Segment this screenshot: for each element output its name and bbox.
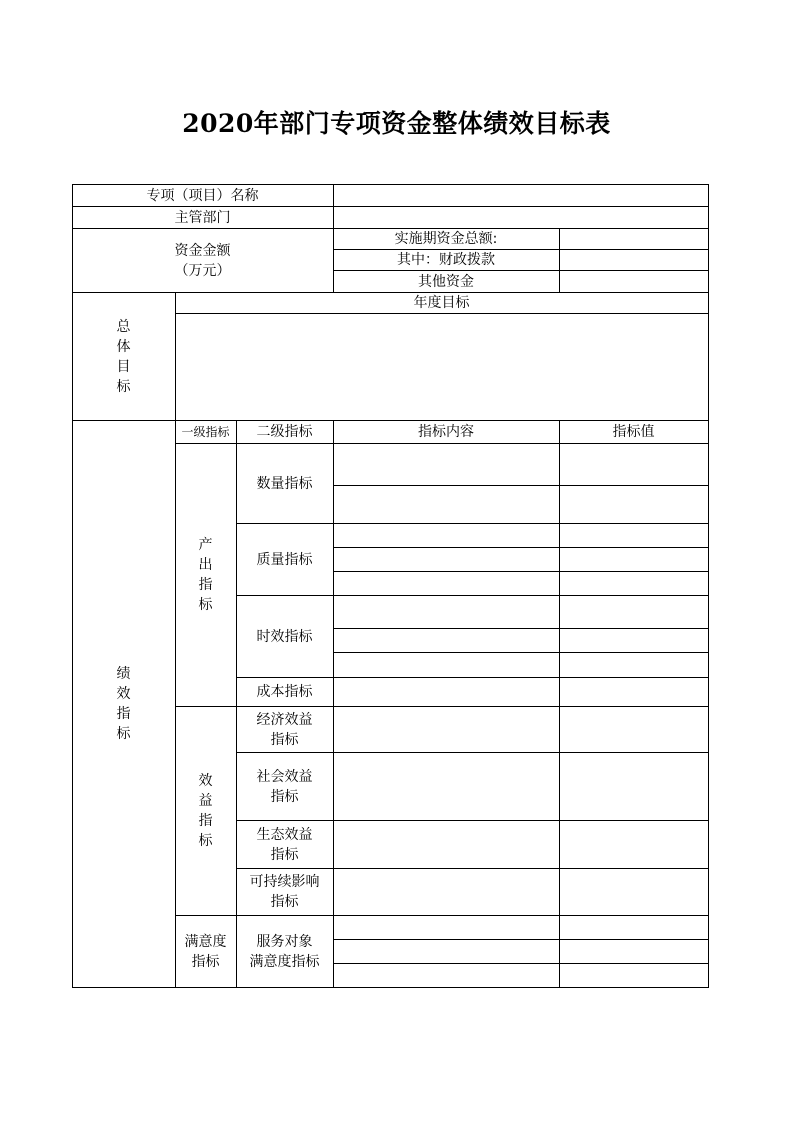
- header-level1: 一级指标: [181, 425, 230, 439]
- output-indicator-label: 产 出 指 标: [198, 537, 213, 613]
- service-satisfaction-indicator: 服务对象 满意度指标: [249, 933, 320, 970]
- timeliness-indicator: 时效指标: [256, 628, 313, 645]
- department-label: 主管部门: [174, 209, 231, 226]
- header-value: 指标值: [612, 424, 655, 440]
- ecological-benefit-indicator: 生态效益 指标: [256, 826, 313, 863]
- overall-goal-label: 总 体 目 标: [116, 318, 131, 395]
- performance-label: 绩 效 指 标: [116, 666, 131, 742]
- economic-benefit-indicator: 经济效益 指标: [256, 711, 313, 748]
- social-benefit-indicator: 社会效益 指标: [256, 768, 313, 805]
- quantity-indicator: 数量指标: [256, 475, 313, 492]
- sustainable-impact-indicator: 可持续影响 指标: [249, 874, 320, 910]
- quality-indicator: 质量指标: [256, 551, 313, 568]
- satisfaction-indicator-label: 满意度 指标: [184, 933, 227, 970]
- page-title: 2020年部门专项资金整体绩效目标表: [182, 109, 611, 138]
- annual-goal-header: 年度目标: [413, 295, 470, 311]
- header-level2: 二级指标: [256, 424, 313, 440]
- fiscal-funds-label: 其中：财政拨款: [397, 252, 495, 268]
- other-funds-label: 其他资金: [418, 273, 474, 290]
- total-funds-label: 实施期资金总额:: [394, 231, 498, 247]
- benefit-indicator-label: 效 益 指 标: [198, 773, 213, 849]
- cost-indicator: 成本指标: [256, 684, 313, 700]
- header-content: 指标内容: [418, 424, 474, 440]
- funding-amount-label: 资金金额 （万元）: [174, 242, 231, 279]
- project-name-label: 专项（项目）名称: [146, 187, 259, 204]
